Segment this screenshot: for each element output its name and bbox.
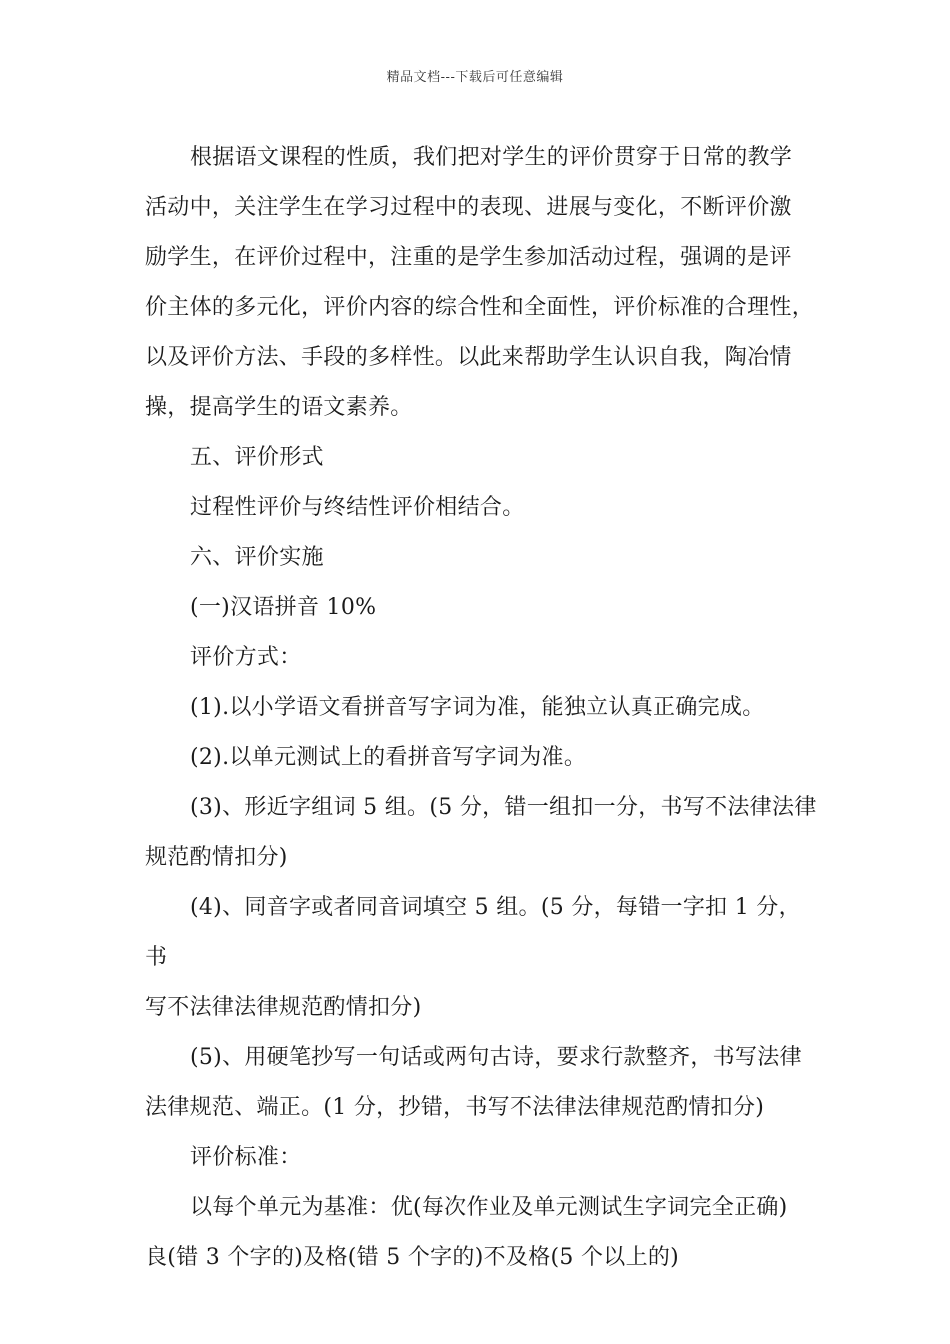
document-body [145,133,817,1283]
text-line: 评价标准： [190,1145,302,1170]
text-line: 六、评价实施 [190,545,324,570]
text-line: 根据语文课程的性质，我们把对学生的评价贯穿于日常的教学 [190,145,793,170]
text-line: 良(错 3 个字的)及格(错 5 个字的)不及格(5 个以上的) [145,1245,680,1270]
paragraph-evaluation-intro [145,133,817,433]
text-line: 五、评价形式 [190,445,324,470]
text-line: 过程性评价与终结性评价相结合。 [190,495,525,520]
list-item-5 [145,1033,817,1133]
page-header: 精品文档---下载后可任意编辑 [386,70,564,85]
text-line: 以每个单元为基准：优(每次作业及单元测试生字词完全正确) [190,1195,788,1220]
text-line: (4)、同音字或者同音词填空 5 组。(5 分，每错一字扣 1 分，书 [145,895,801,970]
text-line: (5)、用硬笔抄写一句话或两句古诗，要求行款整齐，书写法律 [190,1045,802,1070]
text-line: 写不法律法律规范酌情扣分) [145,995,422,1020]
text-line: 励学生，在评价过程中，注重的是学生参加活动过程，强调的是评 [145,245,792,270]
paragraph-evaluation-form [145,483,817,533]
text-line: 评价方式： [190,645,302,670]
subheading-pinyin [145,583,817,633]
text-line: (一)汉语拼音 10% [190,595,377,620]
label-evaluation-standard [145,1133,817,1183]
text-line: 法律规范、端正。(1 分，抄错，书写不法律法律规范酌情扣分) [145,1095,765,1120]
label-evaluation-method [145,633,817,683]
text-line: (1).以小学语文看拼音写字词为准，能独立认真正确完成。 [190,695,765,720]
text-line: 以及评价方法、手段的多样性。以此来帮助学生认识自我，陶冶情 [145,345,792,370]
list-item-1 [145,683,817,733]
list-item-2 [145,733,817,783]
section-heading-evaluation-form [145,433,817,483]
text-line: 活动中，关注学生在学习过程中的表现、进展与变化，不断评价激 [145,195,792,220]
text-line: (3)、形近字组词 5 组。(5 分，错一组扣一分，书写不法律法律 [190,795,817,820]
text-line: (2).以单元测试上的看拼音写字词为准。 [190,745,587,770]
section-heading-evaluation-implementation [145,533,817,583]
text-line: 价主体的多元化，评价内容的综合性和全面性，评价标准的合理性， [145,295,815,320]
text-line: 操，提高学生的语文素养。 [145,395,413,420]
list-item-3 [145,783,817,883]
list-item-4 [145,883,817,1033]
paragraph-evaluation-standard [145,1183,817,1283]
text-line: 规范酌情扣分) [145,845,288,870]
